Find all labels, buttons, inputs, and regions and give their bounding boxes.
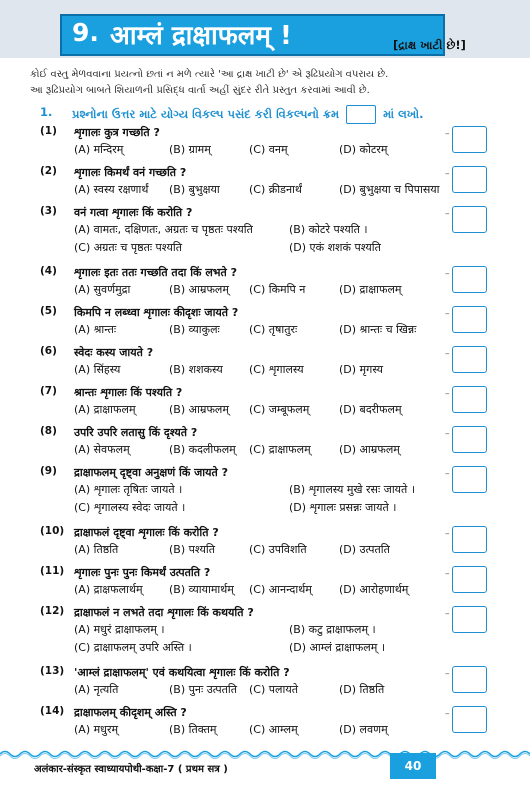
answer-box[interactable] xyxy=(452,346,487,373)
question-text: शृगालः इतः ततः गच्छति तदा किं लभते ? xyxy=(74,266,238,279)
answer-dash: – xyxy=(445,129,450,139)
question-number: (7) xyxy=(40,385,57,397)
answer-dash: – xyxy=(445,269,450,279)
question-text: शृगालः किमर्थं वनं गच्छति ? xyxy=(74,166,187,179)
question-number: (4) xyxy=(40,265,57,277)
option-d: (D) तिष्ठति xyxy=(339,683,385,696)
instruction xyxy=(72,105,423,124)
option-c: (C) उपविशति xyxy=(249,543,307,556)
question-text: शृगालः कुत्र गच्छति ? xyxy=(74,126,160,139)
answer-dash: – xyxy=(445,609,450,619)
question-text: 'आम्लं द्राक्षाफलम्' एवं कथयित्वा शृगालः किं करोति ? xyxy=(74,666,290,679)
option-a: (A) मधुरं द्राक्षाफलम् । xyxy=(74,623,165,636)
answer-dash: – xyxy=(445,669,450,679)
option-c: (C) वनम् xyxy=(249,143,288,156)
option-b: (B) शशकस्य xyxy=(169,363,223,376)
answer-dash: – xyxy=(445,349,450,359)
question-item xyxy=(40,305,480,341)
question-number: (5) xyxy=(40,305,57,317)
option-d: (D) शृगालः प्रसन्नः जायते । xyxy=(289,501,397,514)
option-b: (B) बुभुक्षया xyxy=(169,183,220,196)
option-c: (C) किमपि न xyxy=(249,283,306,296)
question-item xyxy=(40,265,480,301)
question-text: वनं गत्वा शृगालः किं करोति ? xyxy=(74,206,193,219)
option-d: (D) आम्रफलम् xyxy=(339,443,400,456)
option-b: (B) ग्रामम् xyxy=(169,143,211,156)
answer-box[interactable] xyxy=(452,206,487,233)
question-text: स्वेदः कस्य जायते ? xyxy=(74,346,154,359)
question-text: किमपि न लब्ध्वा शृगालः कीदृशः जायते ? xyxy=(74,306,239,319)
instruction-sample-box xyxy=(346,105,376,124)
question-number: (1) xyxy=(40,125,57,137)
option-d: (D) उत्पतति xyxy=(339,543,390,556)
option-a: (A) तिष्ठति xyxy=(74,543,119,556)
option-c: (C) शृगालस्य स्वेदः जायते । xyxy=(74,501,186,514)
intro-text xyxy=(30,67,500,99)
option-b: (B) कोटरे पश्यति । xyxy=(289,223,368,236)
option-a: (A) नृत्यति xyxy=(74,683,119,696)
option-d: (D) एकं शशकं पश्यति xyxy=(289,241,381,254)
option-a: (A) सिंहस्य xyxy=(74,363,121,376)
question-number: (9) xyxy=(40,465,57,477)
option-c: (C) द्राक्षाफलम् xyxy=(249,443,311,456)
question-number: (2) xyxy=(40,165,57,177)
question-item xyxy=(40,125,480,161)
option-a: (A) मन्दिरम् xyxy=(74,143,124,156)
option-a: (A) सेवफलम् xyxy=(74,443,130,456)
option-b: (B) शृगालस्य मुखे रसः जायते । xyxy=(289,483,415,496)
question-number: (14) xyxy=(40,705,65,717)
question-item xyxy=(40,205,480,254)
question-item xyxy=(40,705,480,741)
answer-box[interactable] xyxy=(452,666,487,693)
option-b: (B) पश्यति xyxy=(169,543,216,556)
answer-box[interactable] xyxy=(452,566,487,593)
option-d: (D) श्रान्तः च खिन्नः xyxy=(339,323,417,336)
answer-dash: – xyxy=(445,709,450,719)
answer-dash: – xyxy=(445,169,450,179)
option-a: (A) द्राक्षाफलम् xyxy=(74,403,136,416)
answer-box[interactable] xyxy=(452,606,487,633)
question-text: द्राक्षाफलम् कीदृशम् अस्ति ? xyxy=(74,706,187,719)
question-item xyxy=(40,665,480,701)
option-c: (C) तृषातुरः xyxy=(249,323,298,336)
question-text: उपरि उपरि लतासु किं दृश्यते ? xyxy=(74,426,198,439)
option-c: (C) क्रीडनार्थं xyxy=(249,183,302,196)
question-number: (10) xyxy=(40,525,65,537)
instruction-text-after: માં લખો. xyxy=(383,107,424,121)
option-b: (B) आम्रफलम् xyxy=(169,283,229,296)
answer-box[interactable] xyxy=(452,526,487,553)
question-item xyxy=(40,565,480,601)
option-c: (C) द्राक्षाफलम् उपरि अस्ति । xyxy=(74,641,192,654)
chapter-number: 9. xyxy=(72,18,99,47)
option-d: (D) मृगस्य xyxy=(339,363,383,376)
answer-box[interactable] xyxy=(452,386,487,413)
option-d: (D) आम्लं द्राक्षाफलम् । xyxy=(289,641,385,654)
question-number: (11) xyxy=(40,565,65,577)
option-d: (D) लवणम् xyxy=(339,723,388,736)
option-a: (A) द्राक्षफलार्थम् xyxy=(74,583,143,596)
option-b: (B) पुनः उत्पतति xyxy=(169,683,238,696)
question-item xyxy=(40,385,480,421)
question-number: (8) xyxy=(40,425,57,437)
option-c: (C) जम्बूफलम् xyxy=(249,403,310,416)
option-d: (D) आरोहणार्थम् xyxy=(339,583,409,596)
option-b: (B) आम्रफलम् xyxy=(169,403,229,416)
question-item xyxy=(40,165,480,201)
question-text: श्रान्तः शृगालः किं पश्यति ? xyxy=(74,386,183,399)
instruction-text-before: પ્રશ્નોના ઉત્તર માટે યોગ્ય વિકલ્પ પસંદ કરી વિકલ્પનો ક્રમ xyxy=(72,107,340,121)
option-a: (A) वामतः, दक्षिणतः, अग्रतः च पृष्ठतः पश्यति xyxy=(74,223,253,236)
question-item xyxy=(40,605,480,654)
option-a: (A) शृगालः तृषितः जायते । xyxy=(74,483,183,496)
answer-box[interactable] xyxy=(452,166,487,193)
option-a: (A) स्वस्य रक्षणार्थं xyxy=(74,183,149,196)
chapter-subtitle: [દ્રાક્ષ ખાટી છે!] xyxy=(393,38,466,52)
option-c: (C) शृगालस्य xyxy=(249,363,304,376)
option-d: (D) द्राक्षाफलम् xyxy=(339,283,402,296)
answer-dash: – xyxy=(445,429,450,439)
question-number: (3) xyxy=(40,205,57,217)
option-a: (A) श्रान्तः xyxy=(74,323,117,336)
answer-box[interactable] xyxy=(452,126,487,153)
answer-dash: – xyxy=(445,529,450,539)
option-a: (A) सुवर्णमुद्रा xyxy=(74,283,131,296)
question-text: द्राक्षाफलं दृष्ट्वा शृगालः किं करोति ? xyxy=(74,526,219,539)
intro-line-1: કોઈ વસ્તુ મેળવવાના પ્રયત્નો છતાં ન મળે ત્યારે 'આ દ્રાક્ષ ખાટી છે' એ રૂઢિપ્રયોગ વપરાય છે. xyxy=(30,69,389,80)
question-number: (13) xyxy=(40,665,65,677)
answer-box[interactable] xyxy=(452,306,487,333)
instruction-number: 1. xyxy=(40,105,53,119)
option-c: (C) अग्रतः च पृष्ठतः पश्यति xyxy=(74,241,182,254)
question-number: (6) xyxy=(40,345,57,357)
option-b: (B) कदलीफलम् xyxy=(169,443,236,456)
question-text: द्राक्षाफलं न लभते तदा शृगालः किं कथयति ? xyxy=(74,606,254,619)
answer-box[interactable] xyxy=(452,266,487,293)
option-d: (D) कोटरम् xyxy=(339,143,388,156)
option-d: (D) बदरीफलम् xyxy=(339,403,402,416)
footer-wave-divider xyxy=(0,749,530,759)
option-a: (A) मधुरम् xyxy=(74,723,119,736)
option-b: (B) व्यायामार्थम् xyxy=(169,583,234,596)
footer-book-title: अलंकार-संस्कृत स्वाध्यायपोथी-कक्षा-7 ( प्रथम सत्र ) xyxy=(34,764,228,775)
option-b: (B) कटु द्राक्षाफलम् । xyxy=(289,623,376,636)
question-item xyxy=(40,525,480,561)
answer-box[interactable] xyxy=(452,706,487,733)
answer-dash: – xyxy=(445,209,450,219)
answer-box[interactable] xyxy=(452,466,487,493)
page-number: 40 xyxy=(390,753,436,779)
answer-box[interactable] xyxy=(452,426,487,453)
question-item xyxy=(40,345,480,381)
option-b: (B) व्याकुलः xyxy=(169,323,220,336)
option-c: (C) पलायते xyxy=(249,683,298,696)
option-b: (B) तिक्तम् xyxy=(169,723,217,736)
answer-dash: – xyxy=(445,469,450,479)
answer-dash: – xyxy=(445,309,450,319)
option-c: (C) आम्लम् xyxy=(249,723,298,736)
option-c: (C) आनन्दार्थम् xyxy=(249,583,312,596)
question-item xyxy=(40,465,480,514)
question-text: द्राक्षाफलम् दृष्ट्वा अनुक्षणं किं जायते ? xyxy=(74,466,229,479)
question-number: (12) xyxy=(40,605,65,617)
chapter-title: आम्लं द्राक्षाफलम् ! xyxy=(110,21,292,51)
question-text: शृगालः पुनः पुनः किमर्थं उत्पतति ? xyxy=(74,566,211,579)
intro-line-2: આ રૂઢિપ્રયોગ બાબતે શિયાળની પ્રસિદ્ધ વાર્તા અહીં સુંદર રીતે પ્રસ્તુત કરવામાં આવી છે. xyxy=(30,85,370,96)
answer-dash: – xyxy=(445,389,450,399)
question-item xyxy=(40,425,480,461)
option-d: (D) बुभुक्षया च पिपासया xyxy=(339,183,440,196)
answer-dash: – xyxy=(445,569,450,579)
